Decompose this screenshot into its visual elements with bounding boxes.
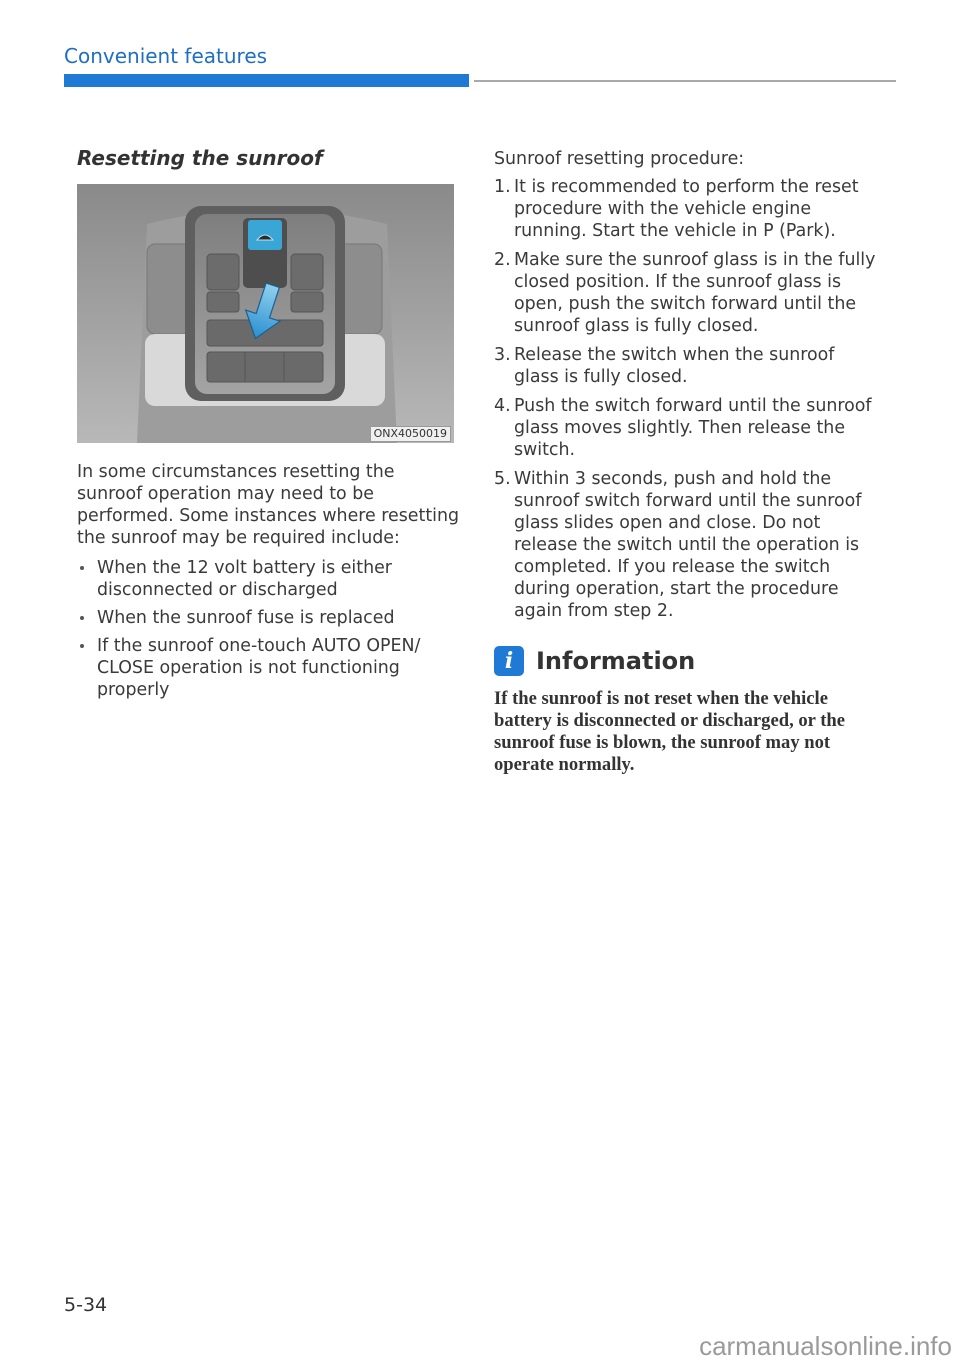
list-item: If the sunroof one-touch AUTO OPEN/ CLOSE operation is not functioning properly <box>77 635 462 701</box>
sunroof-switch-figure <box>77 184 454 443</box>
list-item: When the 12 volt battery is either disconnected or discharged <box>77 557 462 601</box>
step-number: 4. <box>494 396 511 416</box>
step-number: 5. <box>494 469 511 489</box>
intro-paragraph: In some circumstances resetting the sunroof operation may need to be performed. Some instances where resetting the sunroof may be required include: <box>77 462 460 548</box>
step-number: 1. <box>494 177 511 197</box>
step-text: Within 3 seconds, push and hold the sunroof switch forward until the sunroof glass slides open and close. Do not release the switch until the operation is completed. If you release the switch during operation, start the procedure again from step 2. <box>514 469 862 621</box>
step-text: It is recommended to perform the reset procedure with the vehicle engine running. Start the vehicle in P (Park). <box>514 177 859 241</box>
step-item <box>494 176 884 242</box>
list-item: When the sunroof fuse is replaced <box>77 607 462 629</box>
step-text: Release the switch when the sunroof glass is fully closed. <box>514 345 835 387</box>
step-text: Push the switch forward until the sunroof glass moves slightly. Then release the switch. <box>514 396 872 460</box>
step-item <box>494 344 884 388</box>
reset-conditions-list <box>77 557 462 701</box>
figure-code: ONX4050019 <box>370 426 451 442</box>
left-column <box>77 146 462 707</box>
watermark: carmanualsonline.info <box>699 1331 952 1361</box>
step-text: Make sure the sunroof glass is in the fully closed position. If the sunroof glass is open, push the switch forward until the sunroof glass is fully closed. <box>514 250 876 336</box>
information-header <box>494 646 884 676</box>
section-heading: Resetting the sunroof <box>77 146 323 170</box>
step-item <box>494 468 884 622</box>
procedure-steps <box>494 176 884 622</box>
right-column <box>494 148 884 776</box>
step-item <box>494 249 884 337</box>
overhead-console-illustration <box>77 184 454 443</box>
step-number: 3. <box>494 345 511 365</box>
step-number: 2. <box>494 250 511 270</box>
page-number: 5-34 <box>64 1294 108 1316</box>
procedure-title: Sunroof resetting procedure: <box>494 149 745 169</box>
header-accent-bar <box>64 74 469 87</box>
header-rule <box>474 80 896 82</box>
information-title: Information <box>536 647 696 675</box>
step-item <box>494 395 884 461</box>
info-icon: i <box>494 646 524 676</box>
information-text: If the sunroof is not reset when the vehicle battery is disconnected or discharged, or the sunroof fuse is blown, the sunroof may not operate normally. <box>494 688 846 775</box>
section-title: Convenient features <box>64 44 268 68</box>
